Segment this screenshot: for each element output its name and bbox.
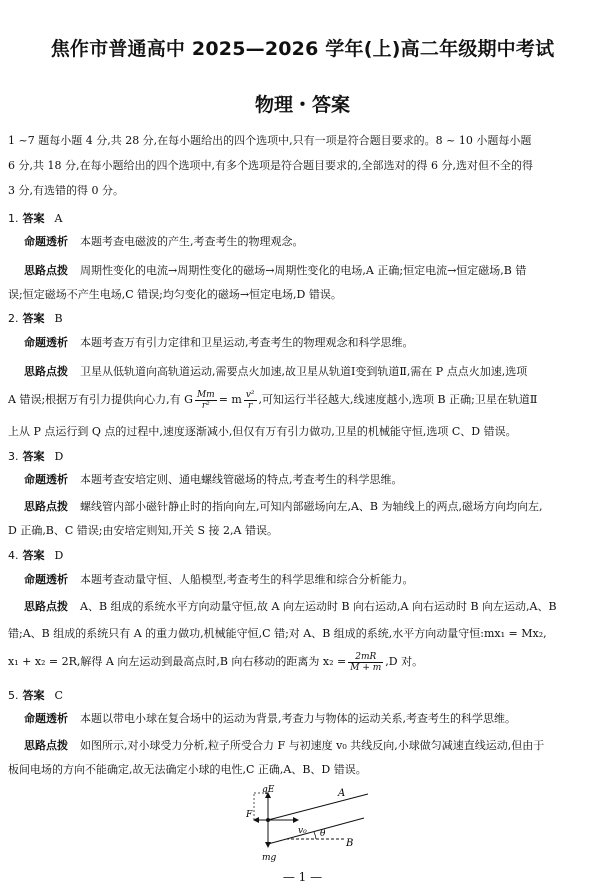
answer-value: C (54, 689, 63, 702)
centripetal-fraction (244, 390, 257, 411)
analysis-text: 本题考查安培定则、通电螺线管磁场的特点,考查考生的科学思维。 (80, 473, 403, 486)
question-1-header (8, 210, 62, 226)
analysis-label: 命题透析 (24, 235, 68, 248)
question-1-analysis (24, 229, 596, 255)
fraction-denominator: r² (201, 400, 210, 411)
analysis-label: 命题透析 (24, 573, 68, 586)
question-3-hint (24, 494, 596, 520)
question-5-header (8, 687, 63, 703)
question-number: 4. (8, 549, 19, 562)
answer-value: B (54, 312, 63, 325)
analysis-label: 命题透析 (24, 336, 68, 349)
question-4-hint (24, 594, 596, 620)
hint-text: = m (218, 393, 242, 406)
question-5-hint (24, 733, 596, 759)
hint-text: ,D 对。 (385, 655, 424, 668)
question-4-analysis (24, 567, 596, 593)
page-subtitle: 物理・答案 (254, 94, 350, 116)
plate-a-label: A (338, 788, 346, 799)
question-number: 5. (8, 689, 19, 702)
force-diagram (246, 780, 376, 862)
question-number: 3. (8, 450, 19, 463)
analysis-text: 本题考查动量守恒、人船模型,考查考生的科学思维和综合分析能力。 (80, 573, 414, 586)
question-2-analysis (24, 330, 596, 356)
hint-label: 思路点拨 (24, 264, 68, 277)
question-2-hint-formula-line (8, 386, 598, 414)
instruction-line: 6 分,共 18 分,在每小题给出的四个选项中,有多个选项是符合题目要求的,全部选对的得 6 分,选对但不全的得 (8, 159, 533, 172)
question-5-hint-cont: 板间电场的方向不能确定,故无法确定小球的电性,C 正确,A、B、D 错误。 (8, 763, 367, 776)
qe-label: qE (262, 785, 275, 795)
fraction-denominator: M + m (350, 662, 382, 673)
fraction-numerator: Mm (196, 389, 215, 400)
hint-label: 思路点拨 (24, 600, 68, 613)
theta-arc (314, 832, 316, 839)
question-3-analysis (24, 467, 596, 493)
analysis-text: 本题以带电小球在复合场中的运动为背景,考查力与物体的运动关系,考查考生的科学思维。 (80, 712, 516, 725)
fraction-numerator: v² (245, 389, 255, 400)
question-4-hint-cont: 错;A、B 组成的系统只有 A 的重力做功,机械能守恒,C 错;对 A、B 组成的系统,水平方向动量守恒:mx₁ = Mx₂, (8, 627, 547, 640)
hint-text: 如图所示,对小球受力分析,粒子所受合力 F 与初速度 v₀ 共线反向,小球做匀减速直线运动,但由于 (80, 739, 545, 752)
mg-label: mg (262, 853, 277, 862)
hint-label: 思路点拨 (24, 500, 68, 513)
instruction-line: 3 分,有选错的得 0 分。 (8, 184, 124, 197)
question-3-header (8, 448, 63, 464)
fraction-denominator: r (248, 400, 253, 411)
page-title: 焦作市普通高中 2025—2026 学年(上)高二年级期中考试 (50, 38, 555, 60)
question-4-header (8, 547, 63, 563)
plate-a-line (268, 794, 368, 820)
f-label: F (246, 810, 253, 820)
question-5-analysis (24, 706, 596, 732)
plate-b-label: B (346, 838, 354, 849)
analysis-text: 本题考查电磁波的产生,考查考生的物理观念。 (80, 235, 304, 248)
question-4-hint-formula-line (8, 648, 598, 676)
hint-text: A、B 组成的系统水平方向动量守恒,故 A 向左运动时 B 向右运动,A 向右运动时 B 向左运动,A、B (80, 600, 557, 613)
question-number: 2. (8, 312, 19, 325)
charged-ball (266, 818, 270, 822)
hint-label: 思路点拨 (24, 365, 68, 378)
question-2-hint-cont: 上从 P 点运行到 Q 点的过程中,速度逐渐减小,但仅有万有引力做功,卫星的机械能守恒,选项 C、D 错误。 (8, 425, 517, 438)
gravity-fraction (195, 390, 217, 411)
analysis-label: 命题透析 (24, 712, 68, 725)
answer-value: D (54, 450, 64, 463)
question-2-header (8, 310, 63, 326)
hint-text: 卫星从低轨道向高轨道运动,需要点火加速,故卫星从轨道Ⅰ变到轨道Ⅱ,需在 P 点点火加速,选项 (80, 365, 528, 378)
v0-label: v₀ (298, 826, 307, 836)
hint-label: 思路点拨 (24, 739, 68, 752)
distance-fraction (348, 652, 383, 673)
question-1-hint (24, 258, 596, 284)
analysis-text: 本题考查万有引力定律和卫星运动,考查考生的物理观念和科学思维。 (80, 336, 414, 349)
answer-label: 答案 (22, 312, 45, 325)
answer-label: 答案 (22, 549, 45, 562)
page-number: — 1 — (282, 870, 323, 884)
answer-value: D (54, 549, 64, 562)
answer-value: A (54, 212, 63, 225)
analysis-label: 命题透析 (24, 473, 68, 486)
fraction-numerator: 2mR (348, 652, 383, 663)
question-2-hint (24, 359, 596, 385)
hint-text: ,可知运行半径越大,线速度越小,选项 B 正确;卫星在轨道Ⅱ (258, 393, 538, 406)
scoring-instructions (8, 128, 598, 203)
answer-label: 答案 (22, 450, 45, 463)
theta-label: θ (320, 829, 326, 839)
hint-text: 周期性变化的电流→周期性变化的磁场→周期性变化的电场,A 正确;恒定电流→恒定磁场,B 错 (80, 264, 527, 277)
instruction-line: 1 ~7 题每小题 4 分,共 28 分,在每小题给出的四个选项中,只有一项是符合题目要求的。8 ~ 10 小题每小题 (8, 134, 532, 147)
hint-text: x₁ + x₂ = 2R,解得 A 向左运动到最高点时,B 向右移动的距离为 x₂ = (8, 655, 347, 668)
question-3-hint-cont: D 正确,B、C 错误;由安培定则知,开关 S 接 2,A 错误。 (8, 524, 278, 537)
answer-label: 答案 (22, 689, 45, 702)
hint-text: A 错误;根据万有引力提供向心力,有 G (8, 393, 193, 406)
question-number: 1. (8, 212, 19, 225)
answer-label: 答案 (22, 212, 45, 225)
hint-text: 螺线管内部小磁针静止时的指向向左,可知内部磁场向左,A、B 为轴线上的两点,磁场方向均向左, (80, 500, 543, 513)
question-1-hint-cont: 误;恒定磁场不产生电场,C 错误;均匀变化的磁场→恒定电场,D 错误。 (8, 288, 342, 301)
